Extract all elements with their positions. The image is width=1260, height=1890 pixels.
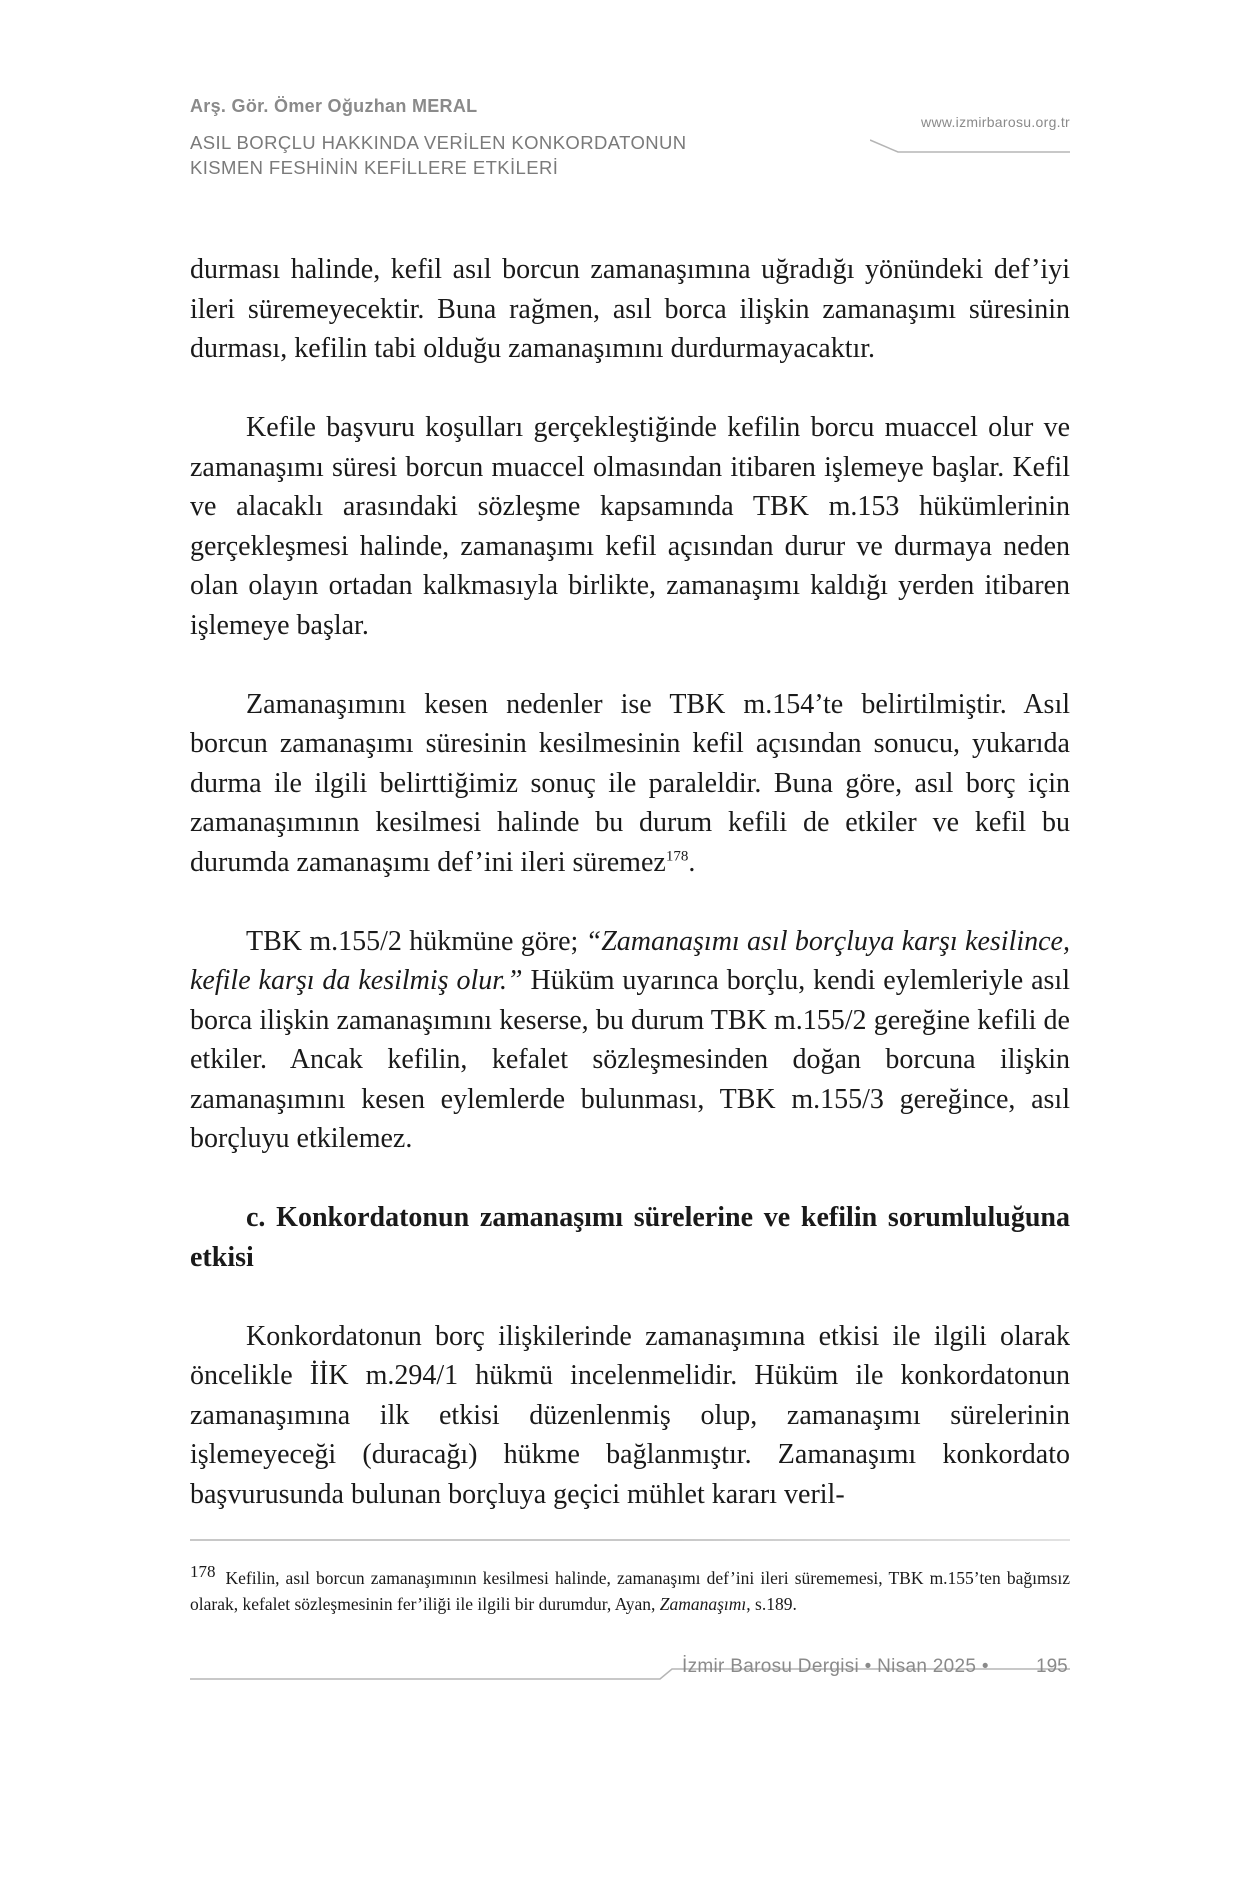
running-header bbox=[190, 96, 1070, 186]
footnote-text-end: , s.189. bbox=[746, 1594, 797, 1614]
footnote-separator bbox=[190, 1539, 1070, 1541]
paragraph-2: Kefile başvuru koşulları gerçekleştiğinde kefilin borcu muaccel olur ve zamanaşımı süresi borcun muaccel olmasından itibaren işlemeye başlar. Kefil ve alacaklı arasındaki sözleşme kapsamında TBK m.153 hükümlerinin gerçekleşmesi halinde, zamanaşımı kefil açısından durur ve durmaya neden olan olayın ortadan kalkmasıyla birlikte, zamanaşımı kaldığı yerden itibaren işlemeye başlar. bbox=[190, 412, 1070, 641]
section-heading-c: c. Konkordatonun zamanaşımı sürelerine ve kefilin sorumluluğuna etkisi bbox=[190, 1202, 1070, 1273]
footnote-reference-178[interactable]: 178 bbox=[665, 848, 689, 865]
footnote-text-start: Kefilin, asıl borcun zamanaşımının kesilmesi halinde, zamanaşımı def’ini ileri sürememesi, TBK m.155’ten bağımsız olarak, kefalet sözleşmesinin fer’iliği ile ilgili bir durumdur, Ayan, bbox=[190, 1568, 1070, 1614]
main-text bbox=[190, 250, 1070, 1514]
footer-journal-info: İzmir Barosu Dergisi • Nisan 2025 • bbox=[682, 1656, 989, 1677]
header-url: www.izmirbarosu.org.tr bbox=[921, 114, 1070, 130]
page-number: 195 bbox=[1036, 1656, 1068, 1677]
paragraph-5: Konkordatonun borç ilişkilerinde zamanaşımına etkisi ile ilgili olarak öncelikle İİK m.294/1 hükmü incelenmelidir. Hüküm ile konkordatonun zamanaşımına ilk etkisi düzenlenmiş olup, zamanaşımı sürelerinin işlemeyeceği (duracağı) hükme bağlanmıştır. Zamanaşımı konkordato başvurusunda bulunan borçluya geçici mühlet kararı veril- bbox=[190, 1320, 1070, 1510]
paragraph-1: durması halinde, kefil asıl borcun zamanaşımına uğradığı yönündeki def’iyi ileri süremeyecektir. Buna rağmen, asıl borca ilişkin zamanaşımı süresinin durması, kefilin tabi olduğu zamanaşımını durdurmayacaktır. bbox=[190, 254, 1070, 364]
paragraph-3-text: Zamanaşımını kesen nedenler ise TBK m.154’te belirtilmiştir. Asıl borcun zamanaşımı süresinin kesilmesinin kefil açısından sonucu, yukarıda durma ile ilgili belirttiğimiz sonuç ile paraleldir. Buna göre, asıl borç için zamanaşımının kesilmesi halinde bu durum kefili de etkiler ve kefil bu durumda zamanaşımı def’ini ileri süremez bbox=[190, 688, 1070, 878]
footnote-number: 178 bbox=[190, 1562, 216, 1582]
paragraph-4-rest: Hüküm uyarınca borçlu, kendi eylemleriyle asıl borca ilişkin zamanaşımını keserse, bu durum TBK m.155/2 gereğine kefili de etkiler. Ancak kefilin, kefalet sözleşmesinden doğan borcuna ilişkin zamanaşımını kesen eylemlerde bulunması, TBK m.155/3 gereğince, asıl borçluyu etkilemez. bbox=[190, 965, 1070, 1154]
header-title-line-2: KISMEN FESHİNİN KEFİLLERE ETKİLERİ bbox=[190, 157, 559, 178]
header-title-line-1: ASIL BORÇLU HAKKINDA VERİLEN KONKORDATONUN bbox=[190, 132, 687, 153]
header-article-title bbox=[190, 130, 687, 180]
footnote-178 bbox=[190, 1562, 1070, 1617]
header-author: Arş. Gör. Ömer Oğuzhan MERAL bbox=[190, 96, 478, 116]
paragraph-4-quote: “Zamanaşımı asıl borçluya karşı kesilince, kefile karşı da kesilmiş olur.” bbox=[190, 925, 1070, 996]
footnote-text-italic: Zamanaşımı bbox=[659, 1594, 747, 1614]
paragraph-3 bbox=[190, 685, 1070, 883]
paragraph-3-end: . bbox=[688, 846, 696, 878]
paragraph-4-start: TBK m.155/2 hükmüne göre; bbox=[246, 925, 586, 957]
paragraph-4 bbox=[190, 922, 1070, 1159]
header-decorative-line bbox=[870, 138, 1070, 154]
